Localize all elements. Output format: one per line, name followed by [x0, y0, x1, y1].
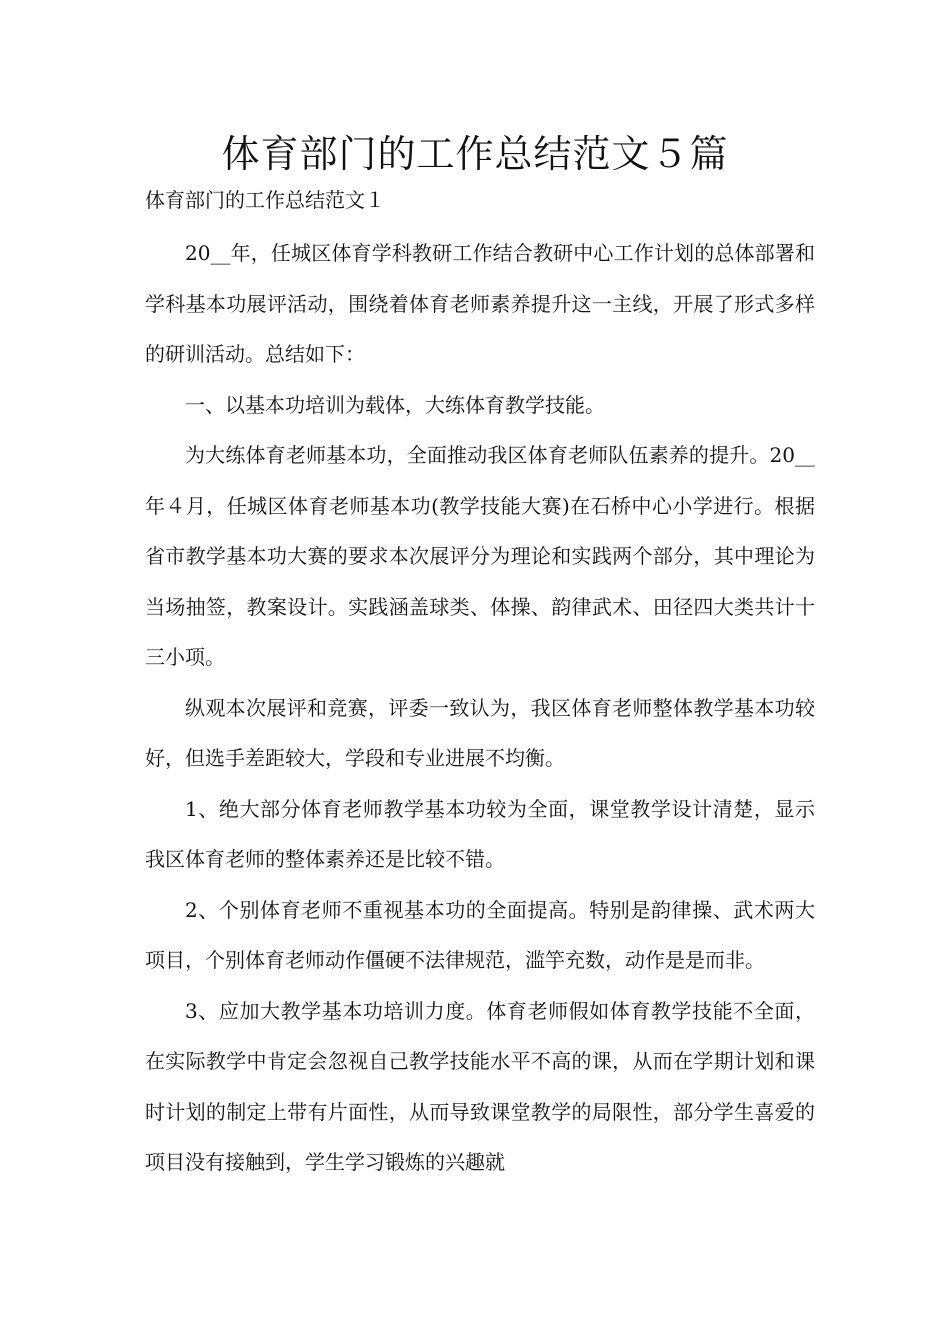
paragraph: 20__年，任城区体育学科教研工作结合教研中心工作计划的总体部署和学科基本功展评活动，围绕着体育老师素养提升这一主线，开展了形式多样的研训活动。总结如下：: [145, 241, 815, 366]
paragraph: 1、绝大部分体育老师教学基本功较为全面，课堂教学设计清楚，显示我区体育老师的整体素养还是比较不错。: [145, 796, 815, 871]
paragraph: 为大练体育老师基本功，全面推动我区体育老师队伍素养的提升。20__年４月，任城区体育老师基本功(教学技能大赛)在石桥中心小学进行。根据省市教学基本功大赛的要求本次展评分为理论和实践两个部分，其中理论为当场抽签，教案设计。实践涵盖球类、体操、韵律武术、田径四大类共计十三小项。: [145, 443, 815, 669]
paragraph: 一、以基本功培训为载体，大练体育教学技能。: [185, 392, 605, 417]
document-title: 体育部门的工作总结范文５篇: [221, 132, 729, 176]
paragraph: 纵观本次展评和竞赛，评委一致认为，我区体育老师整体教学基本功较好，但选手差距较大，学段和专业进展不均衡。: [145, 695, 815, 770]
document-subtitle: 体育部门的工作总结范文１: [145, 188, 385, 212]
document-body: [145, 228, 815, 1188]
paragraph: 3、应加大教学基本功培训力度。体育老师假如体育教学技能不全面，在实际教学中肯定会忽视自己教学技能水平不高的课，从而在学期计划和课时计划的制定上带有片面性，从而导致课堂教学的局限性，部分学生喜爱的项目没有接触到，学生学习锻炼的兴趣就: [145, 998, 815, 1174]
paragraph: 2、个别体育老师不重视基本功的全面提高。特别是韵律操、武术两大项目，个别体育老师动作僵硬不法律规范，滥竽充数，动作是是而非。: [145, 897, 815, 972]
